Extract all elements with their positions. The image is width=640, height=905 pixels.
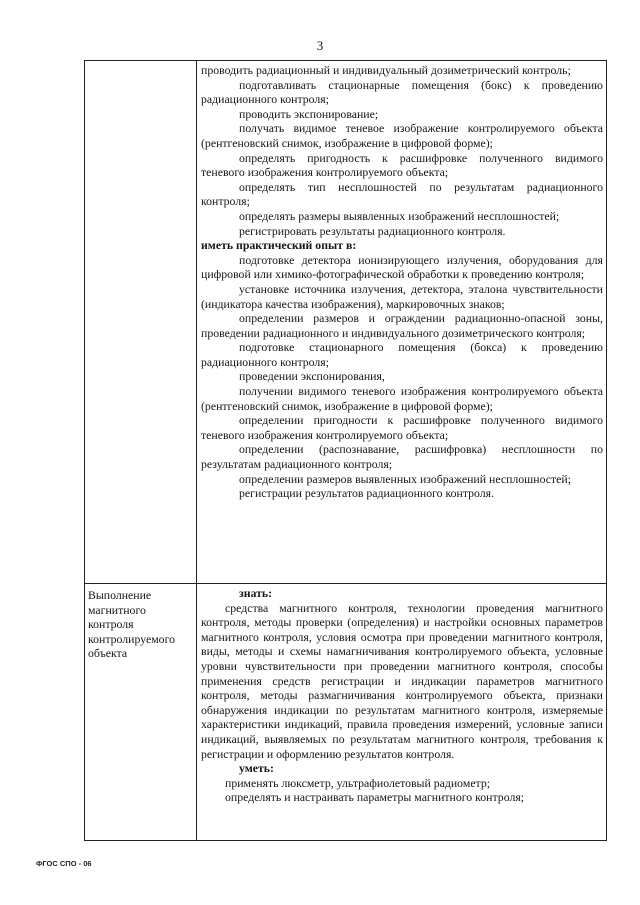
skill-item: определять и настраивать параметры магнитного контроля;	[225, 790, 525, 805]
section-title-line: контроля	[88, 617, 134, 631]
magnetic-control-cell	[201, 586, 603, 805]
know-heading: знать:	[239, 586, 273, 600]
know-text: средства магнитного контроля, технологии проведения магнитного контроля, методы проверки (определения) и настройки основных параметров магнитного контроля, условия осмотра при проведении магнитного контроля, виды, методы и схемы намагничивания контролируемого объекта, условные уровни чувствительности при проведении магнитного контроля, способы применения средств регистрации и индикации параметров магнитного контроля, методы размагничивания контролируемого объекта, признаки обнаружения индикации по результатам магнитного контроля, измеряемые характеристики индикаций, правила проведения измерений, условные записи индикаций, выявляемых по результатам магнитного контроля, требования к регистрации и оформлению результатов контроля.	[201, 600, 603, 761]
experience-heading: иметь практический опыт в:	[201, 238, 357, 253]
experience-item: подготовке детектора ионизирующего излучения, оборудования для цифровой или химико-фотографической обработки к проведению контроля;	[201, 252, 603, 282]
experience-item: подготовке стационарного помещения (бокса) к проведению радиационного контроля;	[201, 340, 603, 369]
skills-heading: уметь:	[239, 761, 274, 776]
section-title-line: контролируемого	[88, 631, 176, 646]
experience-item: определении размеров выявленных изображений несплошностей;	[239, 471, 571, 486]
section-title-line: объекта	[88, 646, 128, 660]
section-title-magnetic-control	[88, 588, 193, 661]
experience-item: определении пригодности к расшифровке полученного видимого теневого изображения контролируемого объекта;	[201, 413, 603, 442]
footer-document-code: ФГОС СПО - 06	[36, 859, 92, 868]
requirement-item: подготавливать стационарные помещения (бокс) к проведению радиационного контроля;	[201, 77, 603, 107]
column-divider	[196, 61, 197, 840]
requirement-item: определять размеры выявленных изображений несплошностей;	[239, 208, 560, 223]
requirement-item: получать видимое теневое изображение контролируемого объекта (рентгеновский снимок, изображение в цифровой форме);	[201, 121, 603, 150]
experience-item: установке источника излучения, детектора, эталона чувствительности (индикатора качества изображения), маркировочных знаков;	[201, 281, 603, 311]
requirement-item: определять пригодность к расшифровке полученного видимого теневого изображения контролируемого объекта;	[201, 150, 603, 180]
experience-item: проведении экспонирования,	[239, 369, 385, 384]
section-title-line: Выполнение	[88, 588, 152, 602]
page-number: 3	[316, 38, 324, 53]
row-divider	[85, 583, 606, 584]
requirement-item: определять тип несплошностей по результатам радиационного контроля;	[201, 179, 603, 209]
experience-item: определении (распознавание, расшифровка) несплошности по результатам радиационного контроля;	[201, 442, 603, 472]
requirement-item: проводить радиационный и индивидуальный дозиметрический контроль;	[201, 63, 571, 77]
requirement-item: регистрировать результаты радиационного контроля.	[239, 223, 506, 238]
section-title-line: магнитного	[88, 602, 146, 617]
radiation-control-cell	[201, 63, 603, 501]
competency-table	[84, 60, 607, 841]
experience-item: получении видимого теневого изображения контролируемого объекта (рентгеновский снимок, изображение в цифровой форме);	[201, 384, 603, 413]
experience-item: определении размеров и ограждении радиационно-опасной зоны, проведении радиационного и индивидуального дозиметрического контроля;	[201, 311, 603, 340]
skill-item: применять люксметр, ультрафиолетовый радиометр;	[225, 775, 491, 790]
experience-item: регистрации результатов радиационного контроля.	[239, 486, 495, 501]
requirement-item: проводить экспонирование;	[239, 106, 379, 121]
